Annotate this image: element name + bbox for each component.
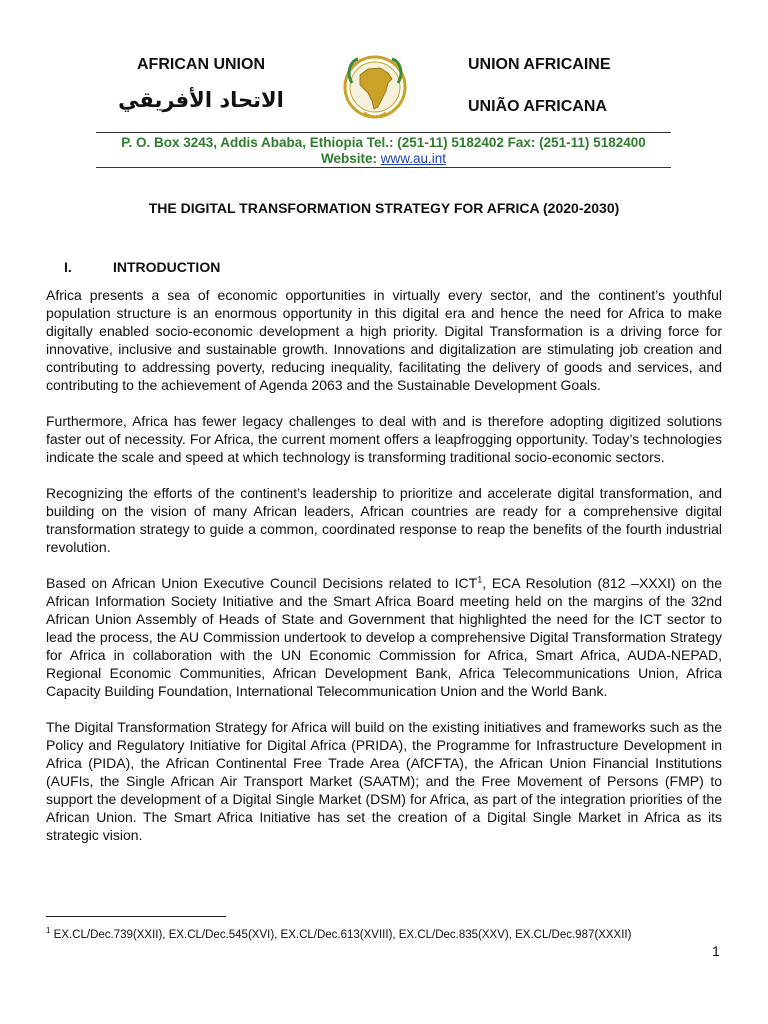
footnote-reference[interactable]: 1 [477, 574, 483, 585]
body-text [46, 286, 722, 862]
contact-block [96, 135, 671, 167]
document-title: THE DIGITAL TRANSFORMATION STRATEGY FOR AFRICA (2020-2030) [148, 200, 620, 216]
org-name-french: UNION AFRICAINE [468, 56, 611, 73]
website-line [96, 151, 671, 167]
header-right [468, 56, 638, 116]
page-number: 1 [712, 943, 720, 959]
paragraph-text: Based on African Union Executive Council Decisions related to ICT [46, 575, 478, 591]
website-label: Website: [320, 151, 377, 166]
footnote [46, 926, 726, 941]
section-number: I. [64, 259, 72, 275]
paragraph: The Digital Transformation Strategy for Africa will build on the existing initiatives and frameworks such as the Policy and Regulatory Initiative for Digital Africa (PRIDA), the Programme for Infrastructure Development in Africa (PIDA), the African Continental Free Trade Area (AfCFTA), the African Union Financial Institutions (AUFIs, the Single African Air Transport Market (SAATM); and the Free Movement of Persons (FMP) to support the development of a Digital Single Market (DSM) for Africa, as part of the integration priorities of the African Union. The Smart Africa Initiative has set the creation of a Digital Single Market in Africa as its strategic vision. [46, 719, 722, 843]
org-name-arabic: الاتحاد الأفريقي [118, 88, 284, 112]
footnote-separator [46, 916, 226, 917]
footnote-text: EX.CL/Dec.739(XXII), EX.CL/Dec.545(XVI), EX.CL/Dec.613(XVIII), EX.CL/Dec.835(XXV), EX.CL/Dec.987(XXXII) [50, 928, 632, 941]
contact-line: P. O. Box 3243, Addis Ababa, Ethiopia Tel.: (251-11) 5182402 Fax: (251-11) 5182400 [121, 135, 646, 150]
paragraph: Recognizing the efforts of the continent’s leadership to prioritize and accelerate digital transformation, and building on the vision of many African leaders, African countries are ready for a comprehensive digital transformation strategy to guide a common, coordinated response to reap the benefits of the fourth industrial revolution. [46, 485, 722, 555]
section-heading [64, 259, 220, 275]
paragraph [46, 574, 722, 700]
org-name-portuguese: UNIÃO AFRICANA [468, 98, 607, 115]
paragraph-text: , ECA Resolution (812 –XXXI) on the African Information Society Initiative and the Smart Africa Board meeting held on the margins of the 32nd African Union Assembly of Heads of State and Government that highlighted the need for the ICT sector to lead the process, the AU Commission undertook to develop a comprehensive Digital Transformation Strategy for Africa in collaboration with the UN Economic Commission for Africa, Smart Africa, AUDA-NEPAD, Regional Economic Communities, African Development Bank, Africa Telecommunications Union, Africa Capacity Building Foundation, International Telecommunication Union and the World Bank. [46, 575, 722, 699]
footnote-marker: 1 [46, 926, 51, 935]
section-title: INTRODUCTION [113, 259, 221, 275]
org-name-english: AFRICAN UNION [137, 56, 265, 73]
paragraph: Africa presents a sea of economic opportunities in virtually every sector, and the continent’s youthful population structure is an enormous opportunity in this digital era and hence the need for Africa to make digitally enabled socio-economic development a high priority. Digital Transformation is a driving force for innovative, inclusive and sustainable growth. Innovations and digitalization are stimulating job creation and contributing to addressing poverty, reducing inequality, facilitating the delivery of goods and services, and contributing to the achievement of Agenda 2063 and the Sustainable Development Goals. [46, 287, 722, 393]
header-bottom-rule [96, 167, 671, 168]
website-link[interactable]: www.au.int [380, 151, 447, 166]
paragraph: Furthermore, Africa has fewer legacy challenges to deal with and is therefore adopting digitized solutions faster out of necessity. For Africa, the current moment offers a leapfrogging opportunity. Today’s technologies indicate the scale and speed at which technology is transforming traditional socio-economic sectors. [46, 413, 722, 465]
header-top-rule [96, 132, 671, 133]
header-left [118, 56, 284, 112]
african-union-emblem-icon [338, 53, 412, 125]
